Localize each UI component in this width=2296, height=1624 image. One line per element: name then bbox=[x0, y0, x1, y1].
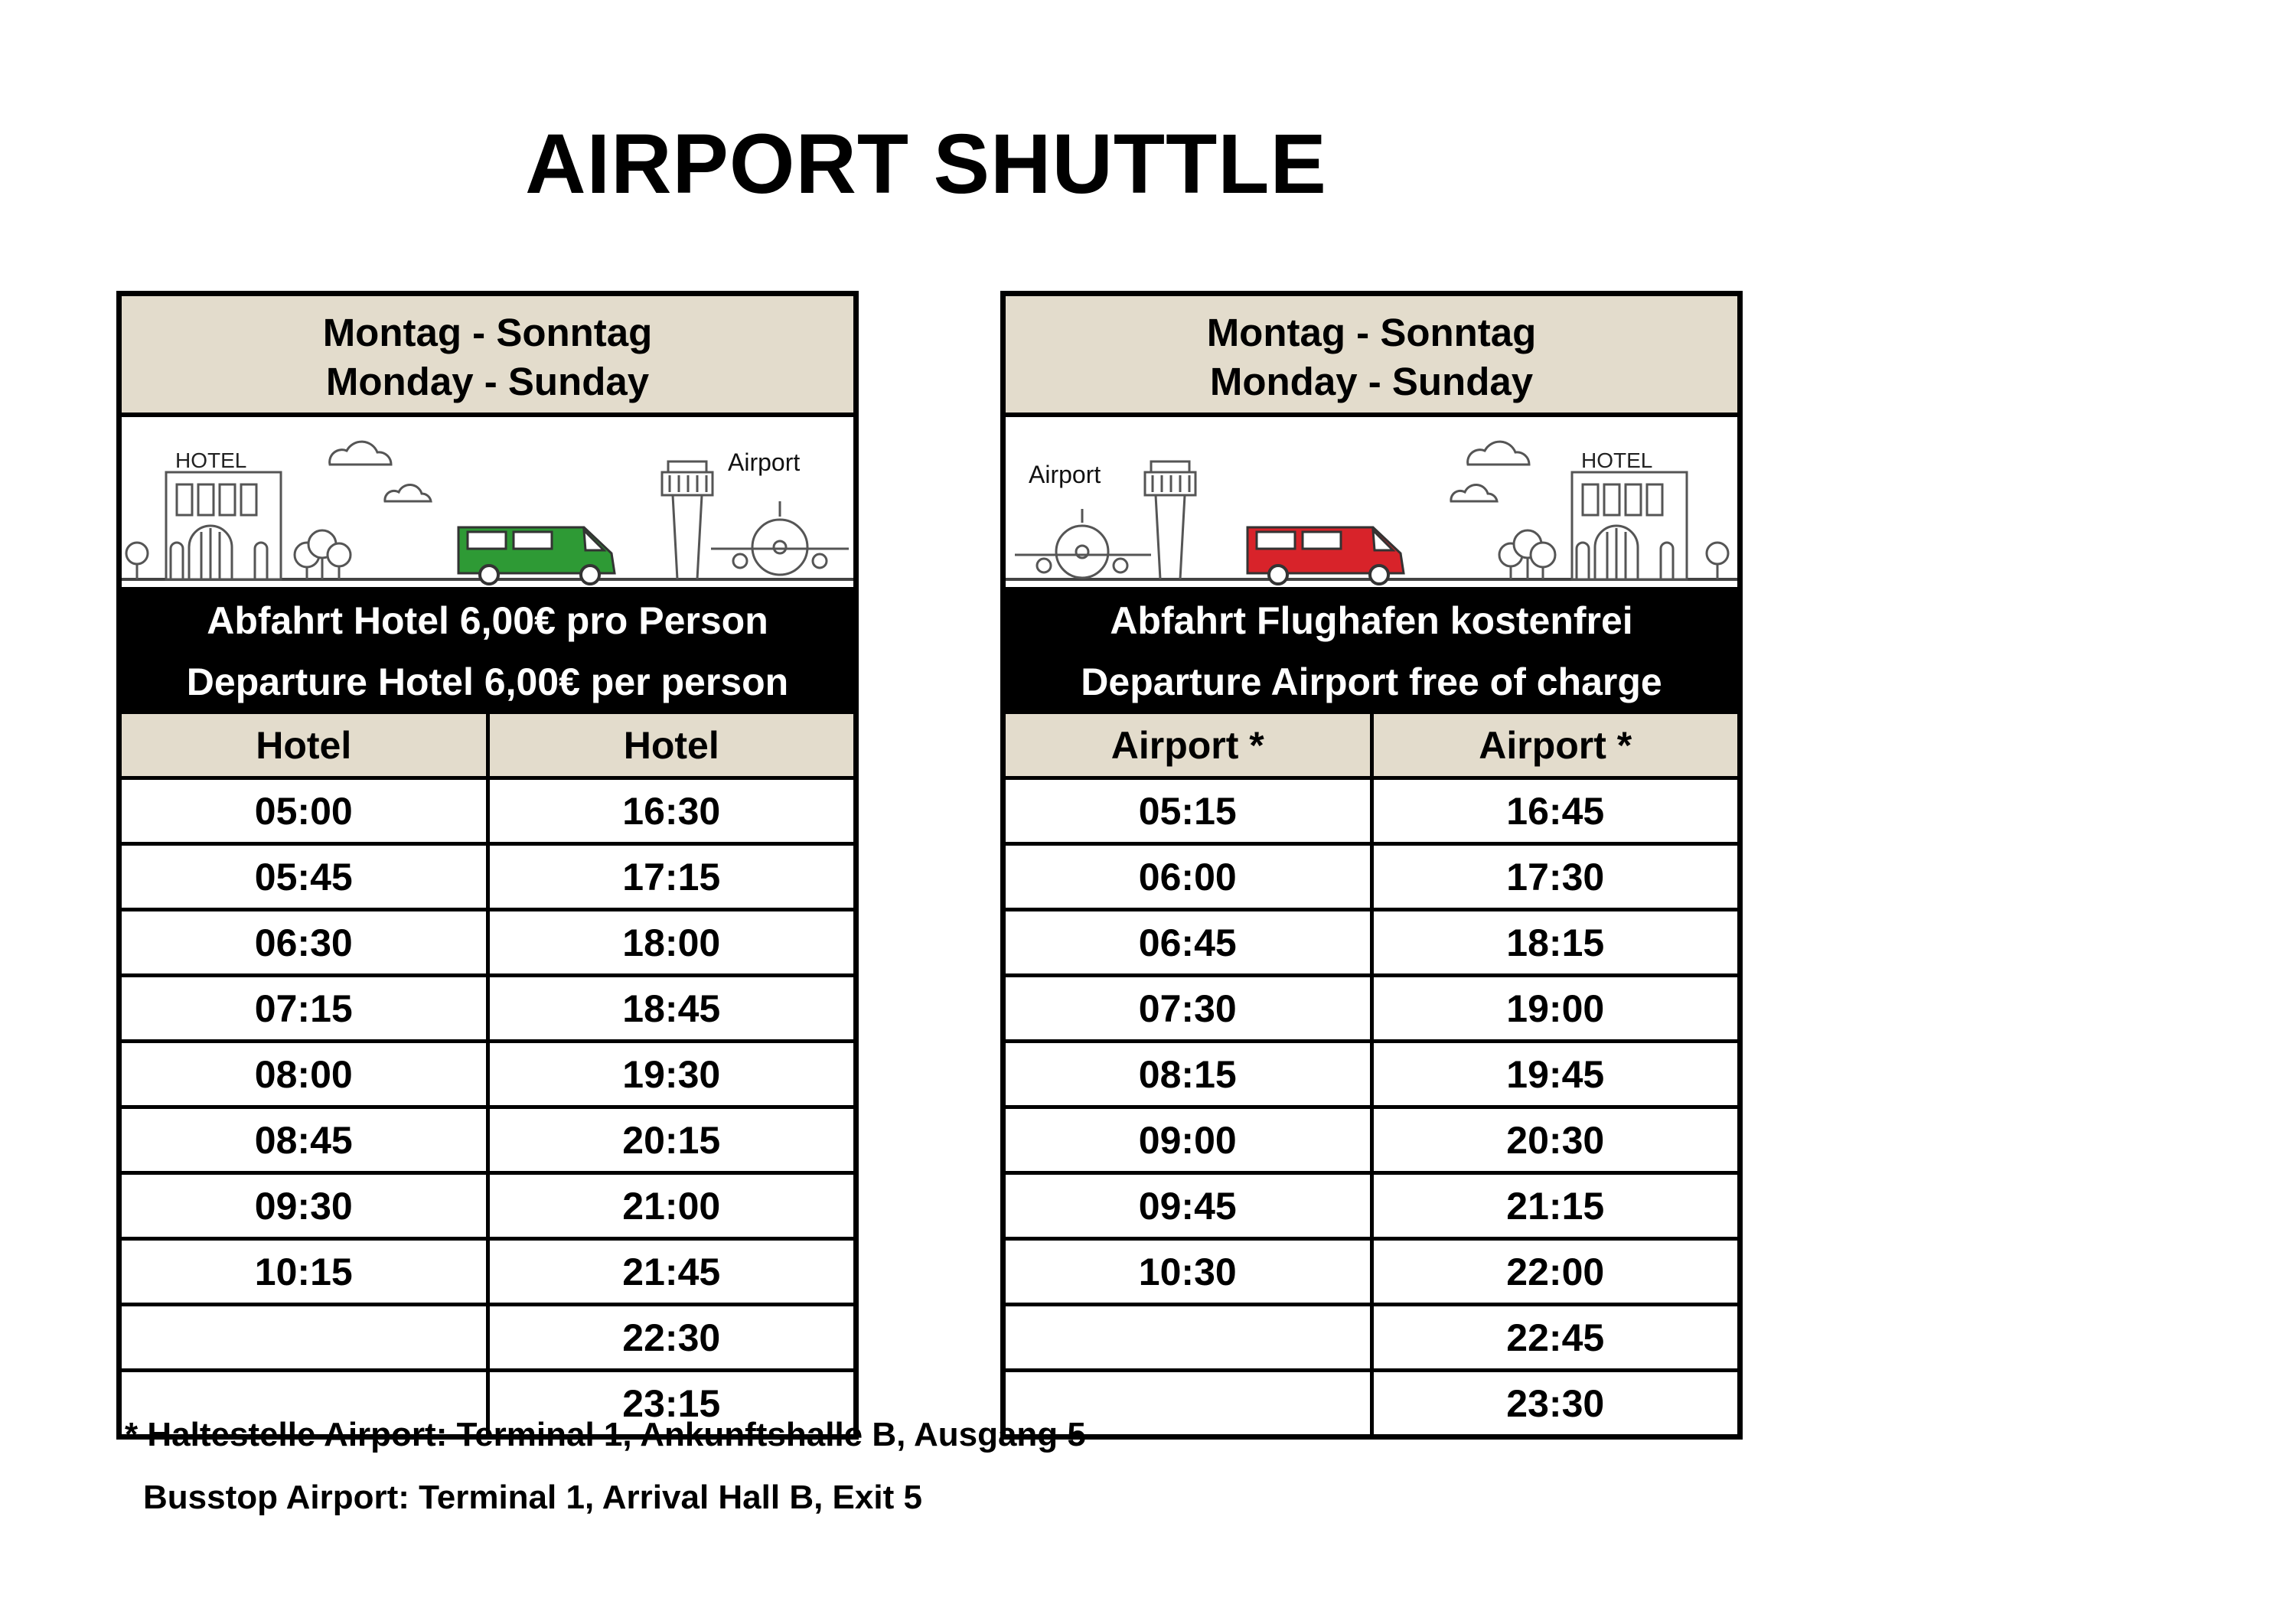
time-cell: 19:00 bbox=[1371, 976, 1737, 1042]
table-row bbox=[122, 976, 853, 1042]
hotel-building-icon bbox=[166, 472, 281, 579]
table-row bbox=[122, 1173, 853, 1239]
time-cell: 05:00 bbox=[122, 778, 488, 844]
days-english: Monday - Sunday bbox=[1209, 360, 1534, 403]
time-cell: 21:45 bbox=[488, 1239, 853, 1305]
time-cell: 23:15 bbox=[488, 1371, 853, 1435]
time-cell: 08:45 bbox=[122, 1107, 488, 1173]
time-cell: 20:15 bbox=[488, 1107, 853, 1173]
time-cell: 05:15 bbox=[1006, 778, 1371, 844]
table-row bbox=[1006, 1173, 1737, 1239]
airport-departure-timetable bbox=[1000, 291, 1743, 1440]
airport-to-hotel-illustration bbox=[1006, 417, 1737, 587]
table-row bbox=[1006, 1371, 1737, 1435]
column-header: Hotel bbox=[122, 714, 488, 778]
fare-banner bbox=[122, 587, 853, 714]
time-cell: 16:30 bbox=[488, 778, 853, 844]
days-header bbox=[122, 296, 853, 417]
time-cell: 19:45 bbox=[1371, 1042, 1737, 1107]
time-cell: 18:45 bbox=[488, 976, 853, 1042]
time-cell: 06:00 bbox=[1006, 844, 1371, 910]
table-row bbox=[1006, 778, 1737, 844]
cloud-icon bbox=[1451, 484, 1497, 501]
cloud-icon bbox=[385, 484, 431, 501]
time-cell: 06:45 bbox=[1006, 910, 1371, 976]
table-row bbox=[122, 1107, 853, 1173]
time-cell bbox=[1006, 1305, 1371, 1371]
days-english: Monday - Sunday bbox=[325, 360, 650, 403]
time-cell: 21:15 bbox=[1371, 1173, 1737, 1239]
time-cell: 22:00 bbox=[1371, 1239, 1737, 1305]
time-cell bbox=[122, 1305, 488, 1371]
days-german: Montag - Sonntag bbox=[1206, 311, 1537, 354]
table-row bbox=[1006, 1239, 1737, 1305]
shuttle-van-icon bbox=[458, 527, 615, 584]
time-cell: 17:30 bbox=[1371, 844, 1737, 910]
table-row bbox=[122, 1305, 853, 1371]
time-cell: 09:30 bbox=[122, 1173, 488, 1239]
cloud-icon bbox=[330, 442, 391, 465]
time-cell: 07:15 bbox=[122, 976, 488, 1042]
time-cell: 08:00 bbox=[122, 1042, 488, 1107]
time-cell: 18:15 bbox=[1371, 910, 1737, 976]
airplane-icon bbox=[1015, 509, 1151, 578]
time-cell: 19:30 bbox=[488, 1042, 853, 1107]
table-row bbox=[1006, 1107, 1737, 1173]
trees-icon bbox=[295, 530, 351, 579]
time-cell: 18:00 bbox=[488, 910, 853, 976]
svg-text:Airport: Airport bbox=[1029, 461, 1101, 488]
time-cell: 22:30 bbox=[488, 1305, 853, 1371]
table-row bbox=[1006, 1042, 1737, 1107]
tree-icon bbox=[1707, 543, 1728, 579]
fare-german: Abfahrt Flughafen kostenfrei bbox=[1110, 599, 1633, 642]
time-cell: 16:45 bbox=[1371, 778, 1737, 844]
table-row bbox=[122, 1042, 853, 1107]
table-row bbox=[122, 910, 853, 976]
departure-times-table bbox=[122, 714, 853, 1434]
table-row bbox=[122, 1239, 853, 1305]
table-row bbox=[1006, 844, 1737, 910]
table-row bbox=[122, 778, 853, 844]
shuttle-van-icon bbox=[1247, 527, 1404, 584]
trees-icon bbox=[1499, 530, 1555, 579]
column-header: Airport * bbox=[1371, 714, 1737, 778]
column-header: Hotel bbox=[488, 714, 853, 778]
time-cell: 21:00 bbox=[488, 1173, 853, 1239]
table-row bbox=[122, 844, 853, 910]
svg-text:HOTEL: HOTEL bbox=[1581, 448, 1653, 472]
time-cell: 09:00 bbox=[1006, 1107, 1371, 1173]
control-tower-icon bbox=[662, 461, 713, 579]
page-title: AIRPORT SHUTTLE bbox=[525, 117, 1327, 211]
time-cell: 20:30 bbox=[1371, 1107, 1737, 1173]
time-cell: 05:45 bbox=[122, 844, 488, 910]
time-cell: 06:30 bbox=[122, 910, 488, 976]
table-row bbox=[1006, 1305, 1737, 1371]
cloud-icon bbox=[1468, 442, 1529, 465]
hotel-building-icon bbox=[1572, 472, 1687, 579]
time-cell: 17:15 bbox=[488, 844, 853, 910]
tree-icon bbox=[126, 543, 148, 579]
hotel-departure-timetable bbox=[116, 291, 859, 1440]
time-cell: 22:45 bbox=[1371, 1305, 1737, 1371]
control-tower-icon bbox=[1145, 461, 1195, 579]
fare-english: Departure Hotel 6,00€ per person bbox=[186, 660, 789, 703]
airplane-icon bbox=[711, 501, 849, 575]
time-cell: 07:30 bbox=[1006, 976, 1371, 1042]
time-cell: 10:15 bbox=[122, 1239, 488, 1305]
svg-text:HOTEL: HOTEL bbox=[175, 448, 247, 472]
hotel-to-airport-illustration bbox=[122, 417, 853, 587]
footnote-german: * Haltestelle Airport: Terminal 1, Ankunftshalle B, Ausgang 5 bbox=[125, 1416, 1086, 1453]
fare-banner bbox=[1006, 587, 1737, 714]
table-row bbox=[1006, 976, 1737, 1042]
footnote-english: Busstop Airport: Terminal 1, Arrival Hall B, Exit 5 bbox=[143, 1479, 922, 1516]
departure-times-table bbox=[1006, 714, 1737, 1434]
fare-english: Departure Airport free of charge bbox=[1081, 660, 1662, 703]
table-row bbox=[1006, 910, 1737, 976]
days-german: Montag - Sonntag bbox=[322, 311, 653, 354]
svg-text:Airport: Airport bbox=[728, 448, 801, 476]
time-cell: 23:30 bbox=[1371, 1371, 1737, 1435]
days-header bbox=[1006, 296, 1737, 417]
time-cell: 09:45 bbox=[1006, 1173, 1371, 1239]
time-cell: 10:30 bbox=[1006, 1239, 1371, 1305]
fare-german: Abfahrt Hotel 6,00€ pro Person bbox=[207, 599, 768, 642]
column-header: Airport * bbox=[1006, 714, 1371, 778]
time-cell: 08:15 bbox=[1006, 1042, 1371, 1107]
